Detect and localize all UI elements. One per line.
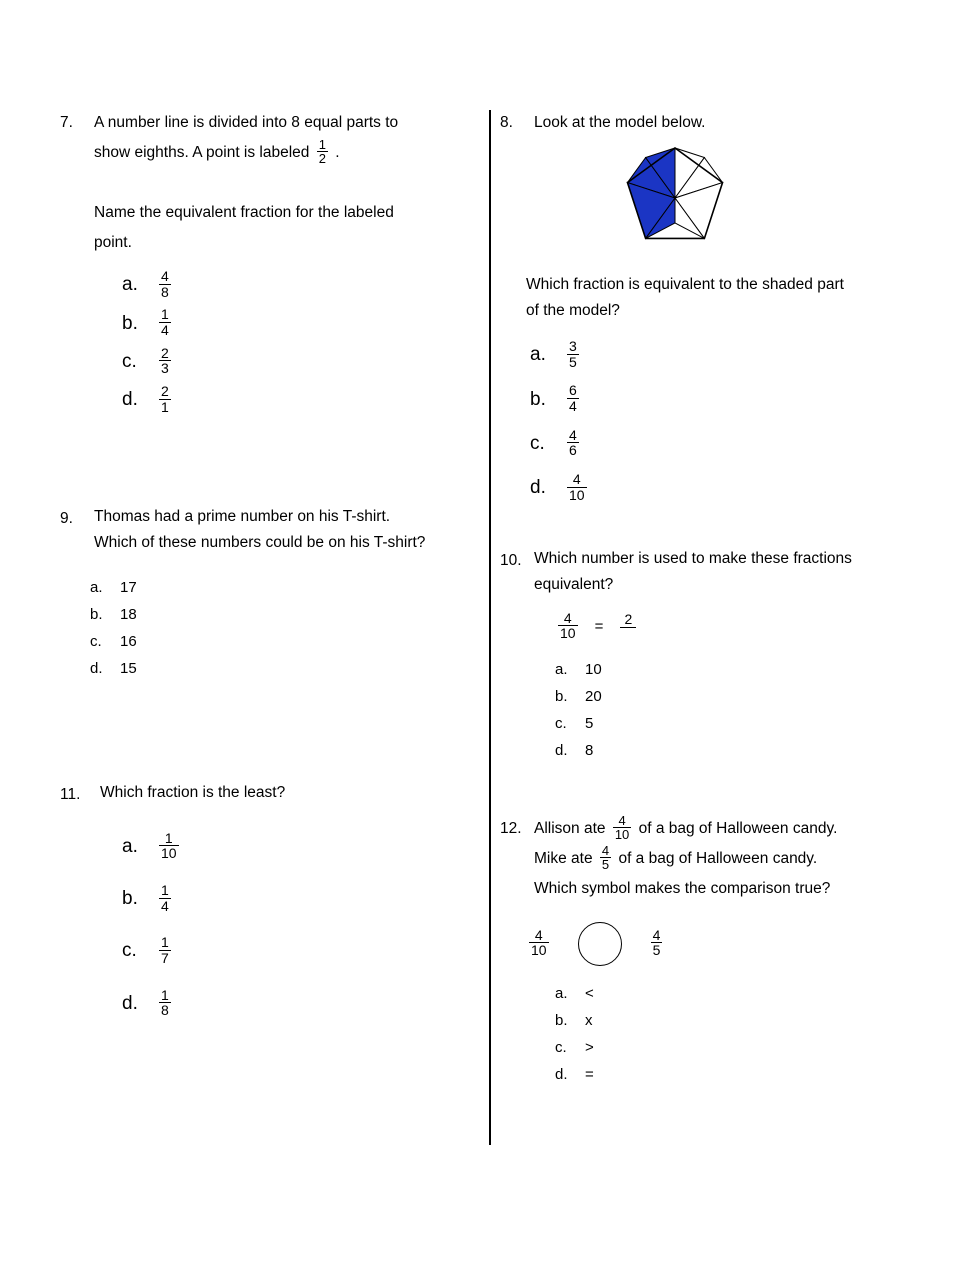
question-8-line-2: Which fraction is equivalent to the shaded part [526,276,844,293]
choice-value: $\frac{2}{1}$ [161,383,169,415]
choice-label: c. [555,714,567,732]
choice-label: b. [90,605,103,623]
choice-value: $\frac{4}{8}$ [161,268,169,300]
choice-label: d. [122,389,138,411]
question-10-choice-b[interactable] [555,683,920,710]
question-7-line-2-period: . [335,144,340,161]
question-12-choice-b[interactable] [555,1007,920,1034]
question-12-line-3: Which symbol makes the comparison true? [534,879,831,897]
question-11-choice-c[interactable] [122,936,475,966]
choice-label: b. [122,888,138,910]
choice-value: > [585,1038,594,1056]
choice-label: c. [555,1038,567,1056]
choice-value: $\frac{6}{4}$ [569,382,577,415]
choice-label: a. [122,274,138,296]
question-9-choices [90,574,475,682]
question-12-line-1 [534,814,920,844]
question-8 [500,108,920,504]
choice-value: $\frac{1}{8}$ [161,986,169,1019]
question-8-line-1: Look at the model below. [534,114,706,131]
right-column [500,108,920,1088]
question-7-line-2-text: show eighths. A point is labeled [94,144,310,161]
question-12-line-2-fraction: $\frac{4}{5}$ [601,842,610,873]
question-9-choice-d[interactable] [90,655,475,682]
equation-right-fraction: 2 [620,612,636,639]
choice-label: c. [122,350,137,372]
question-7-line-2 [94,138,475,168]
question-11-choice-a[interactable] [122,829,475,862]
question-12 [500,814,920,1088]
question-9-choice-a[interactable] [90,574,475,601]
question-11-number: 11. [60,785,81,803]
choice-value: < [585,984,594,1002]
question-7-inline-fraction: $\frac{1}{2}$ [318,136,326,167]
question-11-choice-d[interactable] [122,986,475,1019]
question-7-choice-b[interactable] [122,308,475,338]
question-10-line-2: equivalent? [534,575,614,593]
choice-value: 16 [120,632,137,650]
question-7-line-1: A number line is divided into 8 equal parts to [94,114,399,131]
choice-label: a. [555,984,568,1002]
question-12-choice-c[interactable] [555,1034,920,1061]
choice-label: a. [122,835,138,857]
comparison-right-fraction: $\frac{4}{5}$ [652,926,661,959]
question-10-choices [555,656,920,764]
question-8-choice-d[interactable] [530,473,920,503]
choice-label: a. [90,578,103,596]
question-7-line-4: point. [94,234,132,251]
choice-value: $\frac{1}{4}$ [161,881,169,914]
choice-label: d. [555,1065,568,1083]
choice-label: b. [530,388,546,410]
question-9-line-1: Thomas had a prime number on his T-shirt. [94,507,391,525]
pentagon-model-svg [620,146,730,251]
question-10-equation [555,609,920,642]
question-12-line-2-a: Mike ate [534,849,593,867]
choice-value: 20 [585,687,602,705]
choice-value: $\frac{1}{10}$ [161,829,177,862]
question-12-line-1-fraction: $\frac{4}{10}$ [614,812,630,843]
question-8-choice-b[interactable] [530,384,920,414]
question-7-choice-a[interactable] [122,270,475,300]
choice-label: d. [530,477,546,499]
choice-value: x [585,1011,593,1029]
question-7-line-3: Name the equivalent fraction for the labeled [94,204,394,221]
choice-value: 18 [120,605,137,623]
choice-label: d. [555,741,568,759]
equation-left-fraction: $\frac{4}{10}$ [560,609,576,642]
choice-label: a. [530,344,546,366]
choice-value: 5 [585,714,594,732]
comparison-symbol-circle[interactable] [578,922,622,966]
choice-value: $\frac{4}{6}$ [569,426,577,459]
question-12-line-1-a: Allison ate [534,819,606,837]
question-7-choices [122,270,475,416]
question-7-blank-line [94,168,475,198]
question-8-line-3: of the model? [526,302,620,319]
question-9-line-2: Which of these numbers could be on his T-shirt? [94,533,426,551]
comparison-left-fraction: $\frac{4}{10}$ [531,926,547,959]
equation-operator: = [594,618,604,636]
choice-value: = [585,1065,594,1083]
question-12-line-2 [534,844,920,874]
choice-label: b. [122,312,138,334]
choice-label: c. [90,632,102,650]
question-7-number: 7. [60,114,73,131]
choice-value: 15 [120,659,137,677]
question-7-choice-d[interactable] [122,385,475,415]
question-12-comparison [526,922,920,966]
choice-label: c. [530,432,545,454]
question-10-line-1: Which number is used to make these fractions [534,549,852,567]
question-11 [60,780,475,1020]
choice-label: d. [90,659,103,677]
question-10-number: 10. [500,551,522,569]
left-column [60,108,475,1027]
question-12-number: 12. [500,819,522,837]
question-12-choices [555,980,920,1088]
choice-value: $\frac{1}{4}$ [161,306,169,339]
question-11-choices [122,829,475,1020]
question-12-choice-a[interactable] [555,980,920,1007]
choice-label: b. [555,1011,568,1029]
question-10-choice-a[interactable] [555,656,920,683]
choice-label: b. [555,687,568,705]
choice-label: d. [122,992,138,1014]
pentagon-tenths-model [620,146,920,256]
choice-value: $\frac{1}{7}$ [161,934,169,966]
question-12-choice-d[interactable] [555,1061,920,1088]
question-11-choice-b[interactable] [122,881,475,914]
question-11-line-1: Which fraction is the least? [100,783,286,801]
choice-value: 8 [585,741,594,759]
question-9-choice-b[interactable] [90,601,475,628]
question-10 [500,546,920,764]
question-9-choice-c[interactable] [90,628,475,655]
question-12-line-1-b: of a bag of Halloween candy. [638,819,838,837]
choice-value: 10 [585,660,602,678]
question-8-number: 8. [500,114,513,131]
choice-value: $\frac{3}{5}$ [569,338,577,370]
question-9 [60,504,475,682]
choice-value: $\frac{2}{3}$ [161,344,169,377]
question-12-line-2-b: of a bag of Halloween candy. [618,849,818,867]
question-7 [60,108,475,416]
choice-value: $\frac{4}{10}$ [569,471,585,503]
question-10-choice-d[interactable] [555,737,920,764]
choice-value: 17 [120,578,137,596]
question-7-choice-c[interactable] [122,344,475,377]
column-divider [489,110,491,1145]
question-10-choice-c[interactable] [555,710,920,737]
question-9-number: 9. [60,509,73,527]
choice-label: a. [555,660,568,678]
question-8-choice-c[interactable] [530,426,920,459]
question-8-choices [530,340,920,504]
question-8-choice-a[interactable] [530,340,920,370]
choice-label: c. [122,940,137,962]
